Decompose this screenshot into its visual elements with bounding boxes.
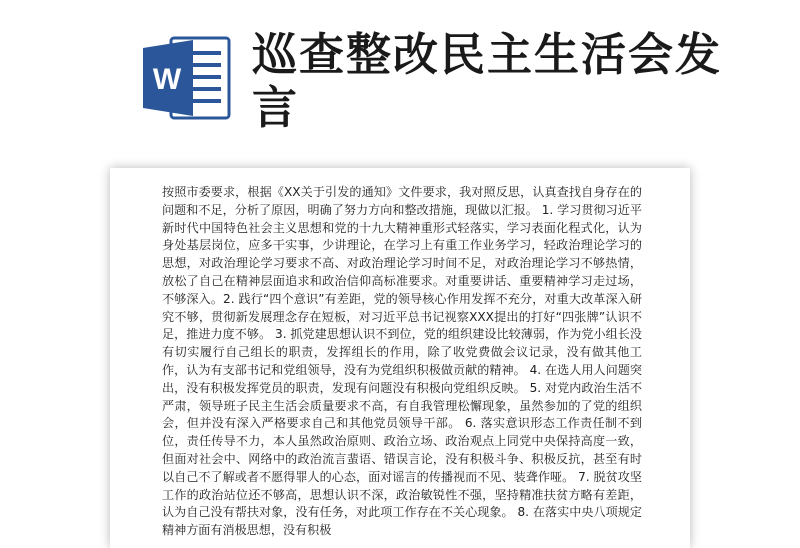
header-banner: [0, 0, 800, 170]
document-body: 按照市委要求，根据《XX关于引发的通知》文件要求，我对照反思，认真查找自身存在的问题和不足，分析了原因，明确了努力方向和整改措施，现做以汇报。 1. 学习贯彻习近平新时代中国特色社会主义思想和党的十九大精神重形式轻落实，学习表面化程式化，认为身处基层岗位，应多干实事，少讲理论，在学习上有重工作业务学习，轻政治理论学习的思想，对政治理论学习要求不高、对政治理论学习时间不足，对政治理论学习不够热情，放松了自己在精神层面追求和政治信仰高标准要求。对重要讲话、重要精神学习走过场，不够深入。2. 践行“四个意识”有差距，党的领导核心作用发挥不充分，对重大改革深入研究不够，贯彻新发展理念存在短板，对习近平总书记视察XXX提出的打好“四张牌”认识不足，推进力度不够。 3. 抓党建思想认识不到位，党的组织建设比较薄弱，作为党小组长没有切实履行自己组长的职责，发挥组长的作用，除了收党费做会议记录，没有做其他工作，认为有支部书记和党组领导，没有为党组织积极做贡献的精神。 4. 在选人用人问题突出，没有积极发挥党员的职责，发现有问题没有积极向党组织反映。 5. 对党内政治生活不严肃，领导班子民主生活会质量要求不高，有自我管理松懈现象，虽然参加的了党的组织会，但并没有深入严格要求自己和其他党员领导干部。 6. 落实意识形态工作责任制不到位，责任传导不力，本人虽然政治原则、政治立场、政治观点上同党中央保持高度一致，但面对社会中、网络中的政治流言蜚语、错误言论，没有积极斗争、积极反抗，甚至有时以自己不了解或者不愿得罪人的心态，面对谣言的传播视而不见、装聋作哑。 7. 脱贫攻坚工作的政治站位还不够高，思想认识不深，政治敏锐性不强，坚持精准扶贫方略有差距，认为自己没有帮扶对象，没有任务，对此项工作存在不关心现象。 8. 在落实中央八项规定精神方面有消极思想，没有积极: [162, 185, 642, 538]
page-title: 巡查整改民主生活会发言: [252, 28, 723, 134]
word-document-icon: [141, 36, 233, 120]
document-page: [110, 168, 690, 548]
word-icon-letter: W: [152, 63, 182, 96]
